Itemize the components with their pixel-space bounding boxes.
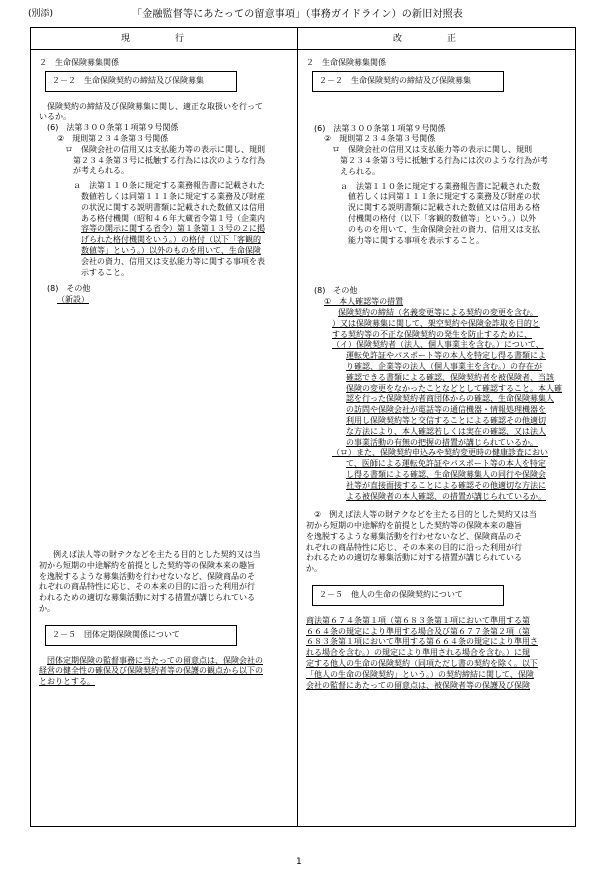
page-number: 1 — [296, 857, 302, 867]
left-column-header: 現 行 — [31, 28, 297, 50]
column-divider — [297, 28, 298, 826]
current-text-column: ２ 生命保険募集関係 ２－２ 生命保険契約の締結及び保険募集 保険契約の締結及び保険募集に関し、適正な取扱いを行って いるか。 (6) 法第３００条第１項第９号関係 ② 規則第２３４条第３号関係 ロ 保険会社の信用又は支払能力等の表示に関し、規則 第２３４条第３号に抵触する行為には次のような行為 が考えられる。 ａ 法第１１０条に規定する業務報告書に記載された 数値若しくは同第１１１条に規定する業務及び財産 の状況に関する説明書類に記載された数値又は信用 ある格付機関（昭和４６年大蔵省令第１号（企業内 容等の開示に関する省令）第１条第１３号の２に掲 げられた格付機関をいう。）の格付（以下「客観的 数値等」という。）以外のものを用いて、生命保険 会社の資力、信用又は支払能力等に関する事項を表 示すること。 (8) その他 （新設） 例えば法人等の財テクなどを主たる目的とした契約又は当 初から短期の中途解約を前提とした契約等の保険本来の趣旨 を逸脱するような募集活動を行わせないなど、保険商品のそ れぞれの商品特性に応じ、その本来の目的に沿った利用が行 われるための適切な募集活動に対する措置が講じられている か。 ２－５ 団体定期保険関係について 団体定期保険の監督事務に当たっての留意点は、保険会社の 経営の健全性の確保及び保険契約者等の保護の観点から以下の とおりとする。 — [39, 58, 291, 688]
identity-check-heading: ① 本人確認等の措置 — [324, 297, 404, 307]
item-6-ro: ロ 保険会社の信用又は支払能力等の表示に関し、規則 第２３４条第３号に抵触する行為には次のような行為 が考えられる。 — [65, 144, 265, 176]
item-6-sub: ② 規則第２３４条第３号関係 — [57, 133, 169, 143]
right-column-header: 改 正 — [297, 28, 575, 50]
third-party-life-paragraph: 商法第６７４条第１項（第６８３条第１項において準用する第 ６６４条の規定により準用する場合及び第６７７条第２項（第 ６８３条第１項において準用する第６６４条の規定により準用さ れる場合を含む。）の規定により準用される場合を含む。）に規 定する他人の生命の保険契約（同項ただし書の契約を除く。以下 「他人の生命の保険契約」という。）の契約締結に関して、保険 会社の監督にあたっての留意点は、被保険者等の保護及び保険 — [306, 615, 538, 690]
comparison-table — [30, 27, 576, 827]
spacer — [39, 306, 291, 550]
boxed-heading-2: ２－５ 団体定期保険関係について — [45, 625, 237, 646]
section-heading: ２ 生命保険募集関係 — [306, 58, 386, 67]
attachment-label: (別添) — [28, 9, 54, 19]
section-heading: ２ 生命保険募集関係 — [39, 58, 119, 67]
item-6-a: ａ 法第１１０条に規定する業務報告書に記載された数 値若しくは同第１１１条に規定する業務及び財産の状 況に関する説明書類に記載された数値又は信用ある格 付機関の格付（以下「客観的数値等」という。）以外 のものを用いて、生命保険会社の資力、信用又は支払 能力等に関する事項を表示すること。 — [340, 181, 540, 245]
item-8: (8) その他 — [314, 286, 358, 296]
identity-check-text: 保険契約の締結（名義変更等による契約の変更を含む。 ）又は保険募集に関して、架空契約や保険金詐取を目的と する契約等の不正な保険契約の発生を防止するために、 （イ）保険契約者（法人、個人事業主を含む。）について、 運転免許証やパスポート等の本人を特定し得る書類によ り確認、企業等の法人（個人事業主を含む。）の存在が 確認できる書類による確認、保険契約者を被保険者、当該 保険の変更をなかったことなどとして確認すること。本人確 認を行った保険契約者商団体からの確認、生命保険募集人 の訪問や保険会社が電話等の通信機器・情報処理機器を 利用し保険契約等と交信することによる確認その他適切 な方法により、本人確認若しくは実在の確認、又は法人 の事業活動の有無の把握の措置が講じられているか。 （ロ）また、保険契約申込みや契約変更時の健康診査におい て、医師による運転免許証やパスポート等の本人を特定 し得る書類による確認、生命保険募集人の同行や保険会 社等が直接面接することによる確認その他適切な方法に よる被保険者の本人確認、の措置が講じられているか。 — [332, 307, 562, 501]
intro-paragraph: 保険契約の締結及び保険募集に関し、適正な取扱いを行って — [47, 101, 263, 111]
item-6-a: ａ 法第１１０条に規定する業務報告書に記載された 数値若しくは同第１１１条に規定する業務及び財産 の状況に関する説明書類に記載された数値又は信用 ある格付機関（昭和４６年大蔵省令第１号（企業内 容等の開示に関する省令）第１条第１３号の２に掲 げられた格付機関をいう。）の格付（以下「客観的 数値等」という。）以外のものを用いて、生命保険 会社の資力、信用又は支払能力等に関する事項を表 示すること。 — [73, 181, 265, 277]
purpose-paragraph: 例えば法人等の財テクなどを主たる目的とした契約又は当 初から短期の中途解約を前提とした契約等の保険本来の趣旨 を逸脱するような募集活動を行わせないなど、保険商品のそ れぞれの商品特性に応じ、その本来の目的に沿った利用が行 われるための適切な募集活動に対する措置が講じられている か。 — [39, 549, 261, 613]
item-8: (8) その他 — [47, 284, 91, 294]
document-title: 「金融監督等にあたっての留意事項」（事務ガイドライン）の新旧対照表 — [132, 9, 463, 20]
new-establishment-note: （新設） — [57, 295, 89, 305]
spacer — [306, 102, 570, 124]
item-6-sub: ② 規則第２３４条第３号関係 — [324, 134, 436, 144]
purpose-paragraph: ② 例えば法人等の財テクなどを主たる目的とした契約又は当 初から短期の中途解約を前提とした契約等の保険本来の趣旨 を逸脱するような募集活動を行わせないなど、保険商品のそ れぞれの商品特性に応じ、その本来の目的に沿った利用が行 われるための適切な募集活動に対する措置が講じられている か。 — [306, 510, 537, 574]
item-6: (6) 法第３００条第１項第９号関係 — [47, 123, 179, 133]
boxed-heading: ２－２ 生命保険契約の締結及び保険募集 — [45, 71, 237, 92]
boxed-heading-2: ２－５ 他人の生命の保険契約について — [312, 585, 504, 606]
group-policy-paragraph: 団体定期保険の監督事務に当たっての留意点は、保険会社の 経営の健全性の確保及び保険契約者等の保護の観点から以下の とおりとする。 — [39, 655, 263, 687]
item-6-ro: ロ 保険会社の信用又は支払能力等の表示に関し、規則 第２３４条第３号に抵触する行為には次のような行為が考 えられる。 — [332, 145, 548, 176]
item-6: (6) 法第３００条第１項第９号関係 — [314, 123, 446, 133]
spacer — [306, 246, 570, 286]
revised-text-column — [306, 58, 570, 691]
boxed-heading: ２－２ 生命保険契約の締結及び保険募集 — [312, 71, 504, 92]
